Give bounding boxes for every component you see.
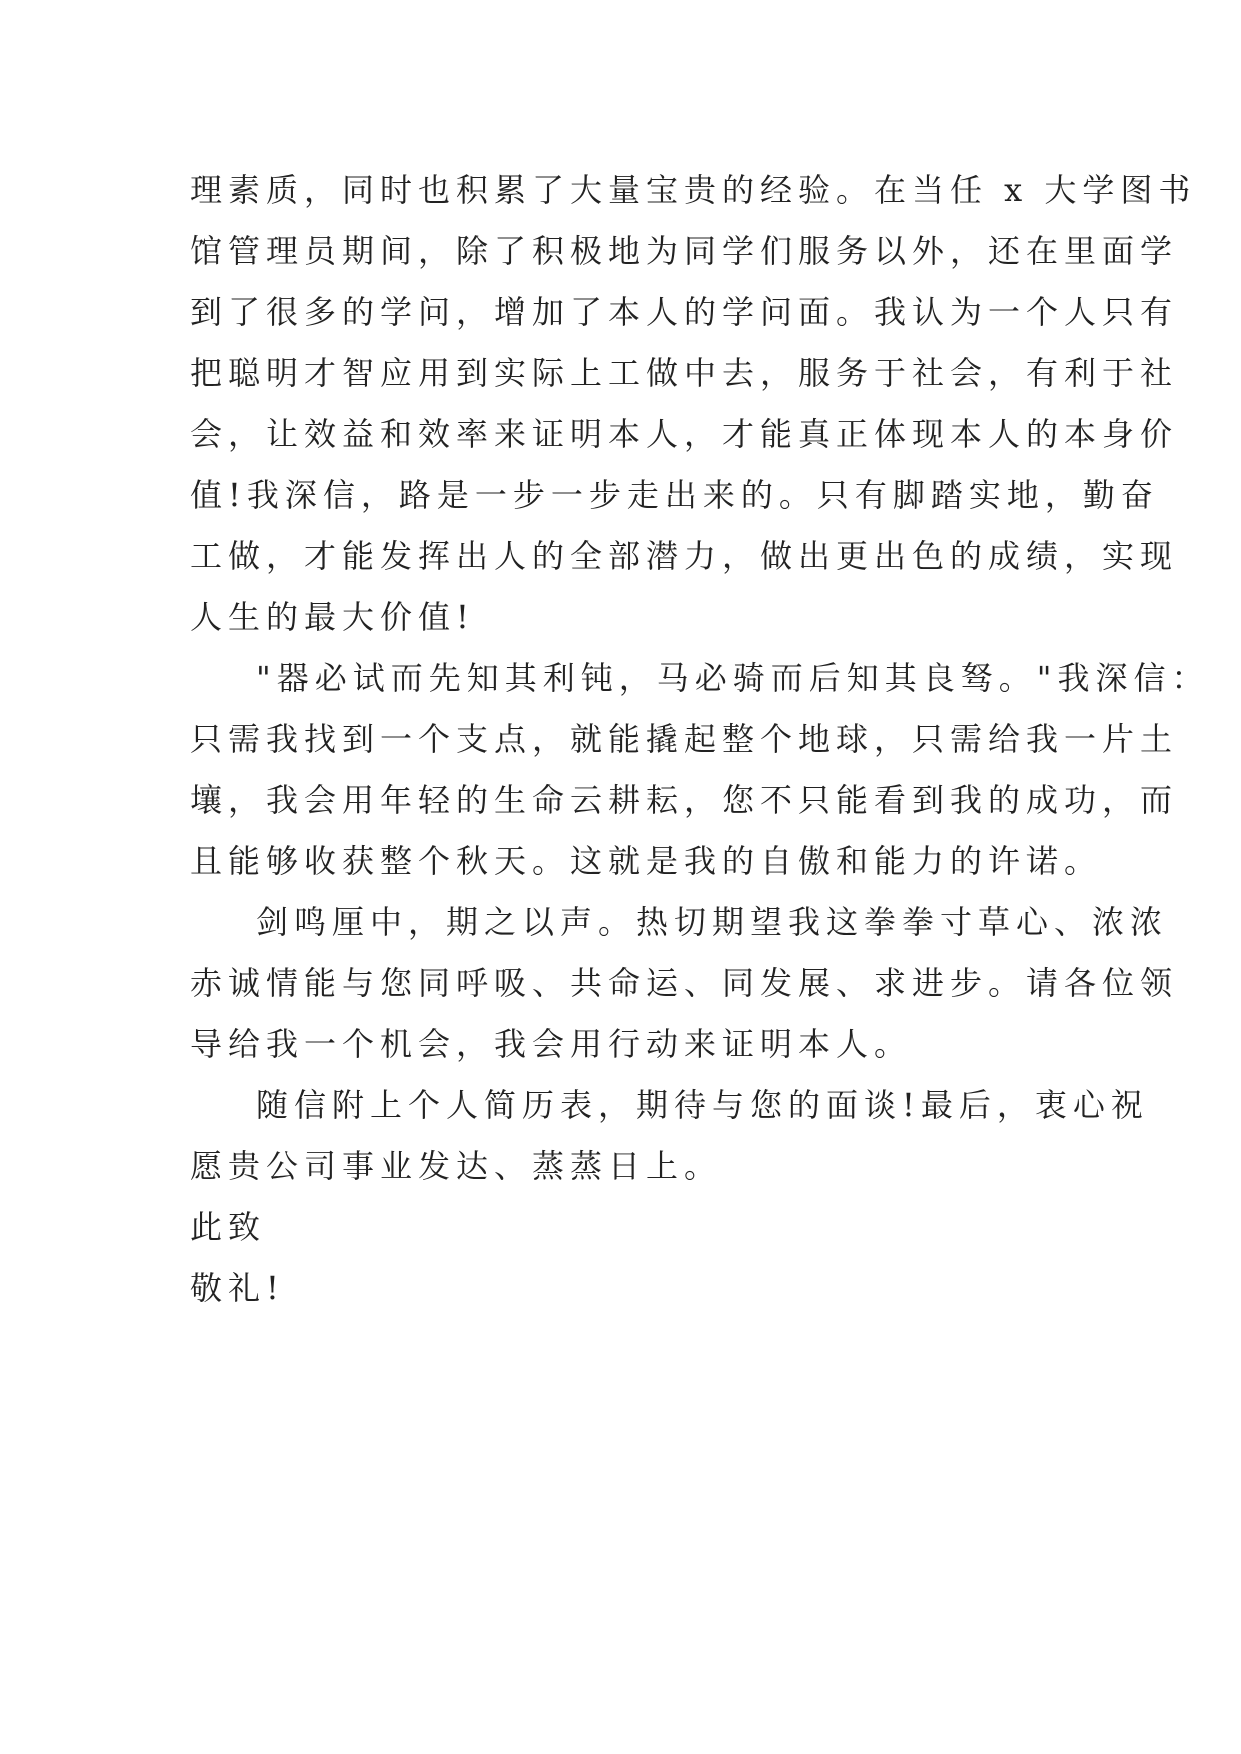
text-line: 愿贵公司事业发达、蒸蒸日上。 [190, 1147, 723, 1185]
text-line: 只需我找到一个支点，就能撬起整个地球，只需给我一片土 [190, 720, 1179, 758]
paragraph-request [190, 892, 1179, 1075]
paragraph-confidence [190, 648, 1210, 892]
paragraph-experience [190, 160, 1197, 648]
text-line: 剑鸣厘中，期之以声。热切期望我这拳拳寸草心、浓浓 [256, 903, 1169, 941]
text-line: 理素质，同时也积累了大量宝贵的经验。在当任 x 大学图书 [190, 171, 1197, 209]
text-line: 随信附上个人简历表，期待与您的面谈!最后，衷心祝 [256, 1086, 1149, 1124]
text-line: 赤诚情能与您同呼吸、共命运、同发展、求进步。请各位领 [190, 964, 1179, 1002]
text-line: 导给我一个机会，我会用行动来证明本人。 [190, 1025, 913, 1063]
paragraph-attachment [190, 1075, 1149, 1197]
text-line: 壤，我会用年轻的生命云耕耘，您不只能看到我的成功，而 [190, 781, 1179, 819]
closing-line: 此致 [190, 1208, 267, 1246]
text-line: 人生的最大价值! [190, 598, 475, 636]
text-line: 到了很多的学问，增加了本人的学问面。我认为一个人只有 [190, 293, 1179, 331]
letter-body [190, 160, 1210, 1319]
text-line: 工做，才能发挥出人的全部潜力，做出更出色的成绩，实现 [190, 537, 1179, 575]
text-line: 把聪明才智应用到实际上工做中去，服务于社会，有利于社 [190, 354, 1179, 392]
text-line: 且能够收获整个秋天。这就是我的自傲和能力的许诺。 [190, 842, 1103, 880]
text-line: "器必试而先知其利钝，马必骑而后知其良驽。"我深信： [256, 659, 1210, 697]
text-line: 值!我深信，路是一步一步走出来的。只有脚踏实地，勤奋 [190, 476, 1159, 514]
text-line: 会，让效益和效率来证明本人，才能真正体现本人的本身价 [190, 415, 1179, 453]
text-line: 馆管理员期间，除了积极地为同学们服务以外，还在里面学 [190, 232, 1179, 270]
salutation-line: 敬礼! [190, 1269, 285, 1307]
